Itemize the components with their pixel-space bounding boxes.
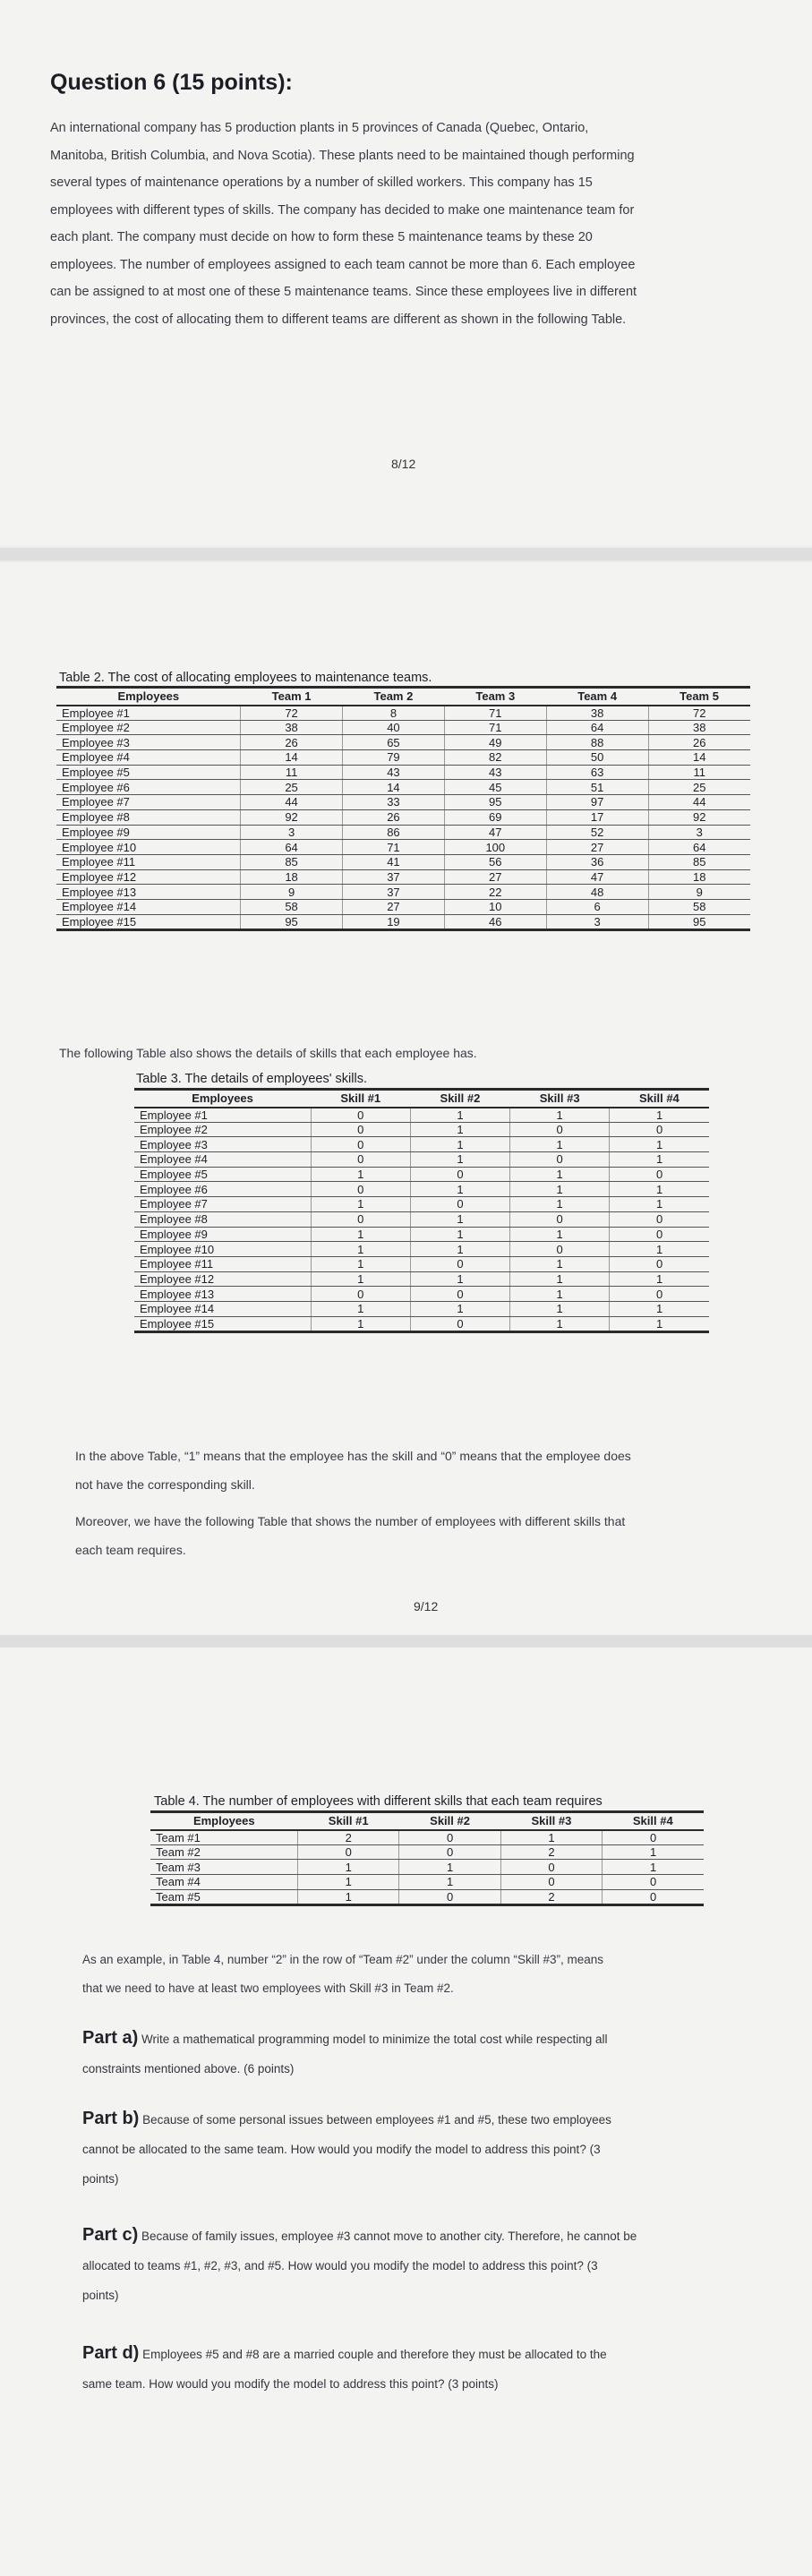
- text-line: constraints mentioned above. (6 points): [82, 2062, 295, 2075]
- table-cell: 92: [241, 809, 343, 825]
- table-cell: 33: [343, 795, 445, 810]
- text-line: Because of family issues, employee #3 cannot move to another city. Therefore, he cannot be: [138, 2229, 637, 2243]
- table-cell: 0: [311, 1211, 410, 1227]
- table-row: [134, 1137, 709, 1152]
- table-cell: 37: [343, 885, 445, 900]
- table2-header: Team 1: [241, 688, 343, 706]
- text-line: each plant. The company must decide on how to form these 5 maintenance teams by these 20: [50, 230, 593, 244]
- text-line: provinces, the cost of allocating them to different teams are different as shown in the following Table.: [50, 312, 627, 327]
- table-row: [134, 1167, 709, 1182]
- table-cell: Employee #5: [134, 1167, 311, 1182]
- table-cell: 0: [410, 1287, 509, 1302]
- table-cell: Employee #14: [56, 899, 241, 914]
- table-cell: 1: [298, 1875, 399, 1890]
- table-cell: 85: [648, 854, 750, 869]
- table-cell: 14: [343, 780, 445, 795]
- text-line: points): [82, 2289, 119, 2302]
- text-line: In the above Table, “1” means that the employee has the skill and “0” means that the employee does: [75, 1449, 631, 1463]
- table-cell: 71: [444, 720, 546, 735]
- table-cell: 0: [610, 1211, 709, 1227]
- table-cell: Employee #12: [56, 869, 241, 885]
- table-cell: 2: [500, 1889, 602, 1904]
- text-line: Moreover, we have the following Table that shows the number of employees with different skills that: [75, 1514, 626, 1528]
- table-cell: 18: [648, 869, 750, 885]
- table-cell: 26: [648, 735, 750, 750]
- table-cell: 0: [510, 1152, 610, 1168]
- table-cell: 1: [410, 1301, 509, 1316]
- table-row: [56, 765, 750, 780]
- table-cell: 58: [648, 899, 750, 914]
- table-row: [134, 1122, 709, 1137]
- table-row: [56, 735, 750, 750]
- table-cell: 10: [444, 899, 546, 914]
- table-row: [56, 780, 750, 795]
- part-b: [82, 2104, 611, 2194]
- part-d-label: Part d): [82, 2343, 140, 2363]
- table-cell: Team #4: [150, 1875, 298, 1890]
- text-line: Write a mathematical programming model to minimize the total cost while respecting all: [138, 2033, 608, 2046]
- table3-caption: Table 3. The details of employees' skills.: [136, 1072, 367, 1086]
- table-cell: Team #5: [150, 1889, 298, 1904]
- table-row: [56, 720, 750, 735]
- table-cell: 92: [648, 809, 750, 825]
- text-line: points): [82, 2172, 119, 2186]
- table4-header: Skill #3: [500, 1812, 602, 1830]
- table-cell: 82: [444, 750, 546, 766]
- cost-table: [56, 686, 750, 931]
- table-row: [150, 1844, 704, 1860]
- table-cell: 64: [648, 840, 750, 855]
- table-cell: 65: [343, 735, 445, 750]
- table-cell: 1: [510, 1287, 610, 1302]
- text-line: not have the corresponding skill.: [75, 1477, 255, 1492]
- table-cell: 0: [610, 1287, 709, 1302]
- table-cell: 0: [510, 1242, 610, 1257]
- page-separator: [0, 548, 812, 561]
- table-cell: 1: [311, 1167, 410, 1182]
- table-cell: 85: [241, 854, 343, 869]
- table-cell: 1: [410, 1137, 509, 1152]
- table-cell: 0: [410, 1256, 509, 1271]
- part-c-label: Part c): [82, 2225, 139, 2245]
- table-cell: 100: [444, 840, 546, 855]
- table-cell: 49: [444, 735, 546, 750]
- table-cell: 64: [546, 720, 648, 735]
- table-cell: 3: [648, 825, 750, 840]
- table-cell: 0: [410, 1197, 509, 1212]
- table-cell: 37: [343, 869, 445, 885]
- table-cell: 1: [311, 1242, 410, 1257]
- table-cell: 1: [510, 1227, 610, 1242]
- table-cell: 36: [546, 854, 648, 869]
- table-cell: 0: [510, 1122, 610, 1137]
- table-cell: 1: [510, 1167, 610, 1182]
- table2-header: Team 3: [444, 688, 546, 706]
- table-cell: 0: [399, 1844, 500, 1860]
- table-cell: 1: [410, 1211, 509, 1227]
- table-cell: 0: [311, 1122, 410, 1137]
- table-cell: 1: [298, 1860, 399, 1875]
- text-line: employees with different types of skills. The company has decided to make one maintenance team for: [50, 202, 635, 218]
- text-line: several types of maintenance operations by a number of skilled workers. This company has 15: [50, 175, 593, 190]
- table-cell: 2: [500, 1844, 602, 1860]
- table-cell: 1: [410, 1271, 509, 1287]
- text-line: that we need to have at least two employees with Skill #3 in Team #2.: [82, 1981, 454, 1995]
- table-cell: 95: [648, 914, 750, 929]
- part-a-label: Part a): [82, 2028, 139, 2048]
- table-cell: 1: [410, 1122, 509, 1137]
- table-cell: 43: [343, 765, 445, 780]
- table-row: [150, 1830, 704, 1845]
- table4-header: Skill #2: [399, 1812, 500, 1830]
- table-row: [56, 795, 750, 810]
- table4-caption: Table 4. The number of employees with different skills that each team requires: [154, 1794, 603, 1809]
- table-cell: 27: [546, 840, 648, 855]
- table-row: [56, 899, 750, 914]
- table-cell: Team #2: [150, 1844, 298, 1860]
- table-cell: 72: [241, 706, 343, 721]
- table-cell: 0: [610, 1167, 709, 1182]
- table4-header: Employees: [150, 1812, 298, 1830]
- table-cell: 95: [241, 914, 343, 929]
- table-cell: 3: [546, 914, 648, 929]
- table-cell: 1: [610, 1137, 709, 1152]
- table-cell: 1: [510, 1197, 610, 1212]
- table-cell: 48: [546, 885, 648, 900]
- table-cell: Employee #14: [134, 1301, 311, 1316]
- table-cell: 0: [399, 1830, 500, 1845]
- table-cell: 0: [603, 1875, 704, 1890]
- table-cell: 11: [648, 765, 750, 780]
- question-description: [50, 115, 766, 333]
- table-cell: Employee #15: [56, 914, 241, 929]
- table-cell: Employee #3: [134, 1137, 311, 1152]
- table-cell: 14: [241, 750, 343, 766]
- table-cell: 1: [298, 1889, 399, 1904]
- table-cell: Employee #1: [134, 1108, 311, 1123]
- table-cell: 45: [444, 780, 546, 795]
- table-cell: 38: [546, 706, 648, 721]
- table-row: [134, 1227, 709, 1242]
- table-cell: 0: [410, 1167, 509, 1182]
- table-cell: 25: [648, 780, 750, 795]
- table-cell: Employee #9: [56, 825, 241, 840]
- table-cell: 46: [444, 914, 546, 929]
- table-cell: 0: [603, 1889, 704, 1904]
- table-cell: 79: [343, 750, 445, 766]
- table-cell: Employee #8: [134, 1211, 311, 1227]
- table2-header: Team 5: [648, 688, 750, 706]
- table-cell: Employee #8: [56, 809, 241, 825]
- table-cell: 26: [241, 735, 343, 750]
- table-cell: 40: [343, 720, 445, 735]
- part-d: [82, 2339, 607, 2399]
- table-cell: 97: [546, 795, 648, 810]
- text-line: employees. The number of employees assigned to each team cannot be more than 6. Each employee: [50, 257, 636, 272]
- table-row: [134, 1256, 709, 1271]
- table-cell: Employee #11: [134, 1256, 311, 1271]
- table3-header: Employees: [134, 1090, 311, 1108]
- table-cell: 64: [241, 840, 343, 855]
- table-cell: 38: [241, 720, 343, 735]
- table-cell: 47: [444, 825, 546, 840]
- table4-header: Skill #4: [603, 1812, 704, 1830]
- page-number: 8/12: [391, 457, 416, 471]
- table-cell: Employee #5: [56, 765, 241, 780]
- table-cell: 1: [510, 1301, 610, 1316]
- table-row: [134, 1197, 709, 1212]
- table-cell: 63: [546, 765, 648, 780]
- table-cell: Team #1: [150, 1830, 298, 1845]
- table-cell: Employee #4: [56, 750, 241, 766]
- table-cell: 44: [648, 795, 750, 810]
- table-cell: 50: [546, 750, 648, 766]
- table-cell: 27: [343, 899, 445, 914]
- table-cell: 26: [343, 809, 445, 825]
- table-row: [134, 1287, 709, 1302]
- table-cell: 1: [311, 1197, 410, 1212]
- table-cell: 1: [510, 1108, 610, 1123]
- table-cell: 1: [610, 1152, 709, 1168]
- table-cell: 0: [311, 1287, 410, 1302]
- table-cell: 1: [410, 1227, 509, 1242]
- table-row: [56, 854, 750, 869]
- table-row: [134, 1316, 709, 1331]
- table-cell: Employee #11: [56, 854, 241, 869]
- table-cell: Employee #2: [134, 1122, 311, 1137]
- table-cell: 58: [241, 899, 343, 914]
- table-row: [134, 1271, 709, 1287]
- text-line: An international company has 5 production plants in 5 provinces of Canada (Quebec, Ontario,: [50, 121, 589, 135]
- table-cell: 1: [410, 1152, 509, 1168]
- table-cell: 72: [648, 706, 750, 721]
- table-cell: Employee #10: [134, 1242, 311, 1257]
- table-cell: 27: [444, 869, 546, 885]
- table-cell: Employee #3: [56, 735, 241, 750]
- table-cell: 44: [241, 795, 343, 810]
- skills-table: [134, 1088, 709, 1333]
- table-cell: 1: [311, 1316, 410, 1331]
- table-row: [56, 706, 750, 721]
- table-cell: 1: [510, 1256, 610, 1271]
- table2-header: Team 4: [546, 688, 648, 706]
- table-row: [56, 869, 750, 885]
- table-cell: Employee #7: [56, 795, 241, 810]
- table-row: [56, 885, 750, 900]
- table3-intro: The following Table also shows the details of skills that each employee has.: [59, 1046, 477, 1060]
- table-cell: 0: [410, 1316, 509, 1331]
- table-cell: 0: [311, 1108, 410, 1123]
- page-8: [0, 0, 812, 546]
- table-cell: 1: [610, 1316, 709, 1331]
- table3-header: Skill #2: [410, 1090, 509, 1108]
- table-cell: 1: [610, 1242, 709, 1257]
- text-line: same team. How would you modify the model to address this point? (3 points): [82, 2377, 499, 2391]
- question-title: Question 6 (15 points):: [50, 70, 293, 95]
- table-cell: 47: [546, 869, 648, 885]
- text-line: As an example, in Table 4, number “2” in the row of “Team #2” under the column “Skill #3”, means: [82, 1953, 604, 1966]
- table-cell: Employee #12: [134, 1271, 311, 1287]
- table-cell: 1: [610, 1108, 709, 1123]
- table-cell: 17: [546, 809, 648, 825]
- example-text: [82, 1946, 603, 2003]
- table-cell: Employee #13: [56, 885, 241, 900]
- table2-header: Team 2: [343, 688, 445, 706]
- table-cell: 56: [444, 854, 546, 869]
- table-cell: 19: [343, 914, 445, 929]
- table-cell: 9: [648, 885, 750, 900]
- table-cell: 1: [410, 1182, 509, 1197]
- table-cell: Team #3: [150, 1860, 298, 1875]
- table-row: [134, 1182, 709, 1197]
- part-b-label: Part b): [82, 2109, 140, 2128]
- table3-explanation: [75, 1442, 631, 1499]
- table-cell: 95: [444, 795, 546, 810]
- table-cell: 1: [510, 1316, 610, 1331]
- table-cell: 1: [311, 1271, 410, 1287]
- text-line: Manitoba, British Columbia, and Nova Scotia). These plants need to be maintained though performing: [50, 148, 635, 163]
- table-cell: 0: [610, 1256, 709, 1271]
- table-cell: 6: [546, 899, 648, 914]
- table3-header: Skill #3: [510, 1090, 610, 1108]
- table-cell: 0: [311, 1152, 410, 1168]
- requirements-table: [150, 1810, 704, 1906]
- table-cell: 0: [610, 1122, 709, 1137]
- table-cell: 2: [298, 1830, 399, 1845]
- page-10: [0, 1647, 812, 2576]
- table-row: [150, 1875, 704, 1890]
- table-cell: 0: [610, 1227, 709, 1242]
- table-cell: 51: [546, 780, 648, 795]
- table-cell: 14: [648, 750, 750, 766]
- table3-header: Skill #1: [311, 1090, 410, 1108]
- moreover-text: [75, 1507, 625, 1564]
- table-cell: Employee #9: [134, 1227, 311, 1242]
- table-cell: 0: [500, 1875, 602, 1890]
- table-cell: 9: [241, 885, 343, 900]
- table-cell: 1: [399, 1875, 500, 1890]
- table-row: [134, 1301, 709, 1316]
- table-cell: Employee #13: [134, 1287, 311, 1302]
- table-cell: 43: [444, 765, 546, 780]
- table-cell: 0: [298, 1844, 399, 1860]
- table-cell: 71: [343, 840, 445, 855]
- table-cell: 88: [546, 735, 648, 750]
- table-cell: 1: [610, 1182, 709, 1197]
- table-cell: 1: [311, 1301, 410, 1316]
- table-cell: 1: [510, 1182, 610, 1197]
- table-cell: 1: [603, 1844, 704, 1860]
- table-cell: 41: [343, 854, 445, 869]
- table-cell: 22: [444, 885, 546, 900]
- table-cell: 38: [648, 720, 750, 735]
- table-cell: 1: [500, 1830, 602, 1845]
- table-cell: 0: [311, 1182, 410, 1197]
- text-line: Because of some personal issues between employees #1 and #5, these two employees: [139, 2113, 611, 2127]
- table-cell: 8: [343, 706, 445, 721]
- table-row: [134, 1242, 709, 1257]
- table-cell: 0: [510, 1211, 610, 1227]
- text-line: Employees #5 and #8 are a married couple and therefore they must be allocated to the: [139, 2348, 607, 2361]
- table-cell: 1: [311, 1227, 410, 1242]
- table-row: [56, 809, 750, 825]
- table-cell: 1: [410, 1108, 509, 1123]
- table-cell: 71: [444, 706, 546, 721]
- text-line: each team requires.: [75, 1543, 186, 1557]
- table-row: [134, 1108, 709, 1123]
- table-cell: Employee #15: [134, 1316, 311, 1331]
- table-cell: 3: [241, 825, 343, 840]
- table-row: [134, 1152, 709, 1168]
- table-row: [150, 1889, 704, 1904]
- table-cell: 18: [241, 869, 343, 885]
- table3-header: Skill #4: [610, 1090, 709, 1108]
- table2-caption: Table 2. The cost of allocating employees to maintenance teams.: [59, 671, 432, 685]
- table-cell: Employee #4: [134, 1152, 311, 1168]
- text-line: cannot be allocated to the same team. How would you modify the model to address this point? (3: [82, 2143, 601, 2156]
- table4-header: Skill #1: [298, 1812, 399, 1830]
- table-cell: Employee #7: [134, 1197, 311, 1212]
- table-cell: 69: [444, 809, 546, 825]
- table-cell: 0: [399, 1889, 500, 1904]
- table-row: [56, 840, 750, 855]
- table-cell: 11: [241, 765, 343, 780]
- page-number: 9/12: [414, 1599, 439, 1613]
- table-cell: 1: [510, 1137, 610, 1152]
- table-cell: 86: [343, 825, 445, 840]
- part-c: [82, 2221, 637, 2310]
- table-cell: 0: [311, 1137, 410, 1152]
- table-cell: Employee #10: [56, 840, 241, 855]
- table-cell: 1: [311, 1256, 410, 1271]
- table2-header: Employees: [56, 688, 241, 706]
- text-line: can be assigned to at most one of these 5 maintenance teams. Since these employees live in different: [50, 285, 637, 299]
- text-line: allocated to teams #1, #2, #3, and #5. How would you modify the model to address this point? (3: [82, 2259, 598, 2272]
- table-cell: 1: [610, 1301, 709, 1316]
- table-row: [134, 1211, 709, 1227]
- table-row: [56, 750, 750, 766]
- table-cell: Employee #2: [56, 720, 241, 735]
- table-cell: 25: [241, 780, 343, 795]
- table-cell: 0: [500, 1860, 602, 1875]
- part-a: [82, 2024, 607, 2084]
- table-cell: 0: [603, 1830, 704, 1845]
- table-cell: 1: [610, 1271, 709, 1287]
- table-row: [56, 914, 750, 929]
- table-row: [150, 1860, 704, 1875]
- table-cell: Employee #6: [56, 780, 241, 795]
- page-separator: [0, 1635, 812, 1647]
- table-cell: 1: [410, 1242, 509, 1257]
- table-row: [56, 825, 750, 840]
- table-cell: 1: [510, 1271, 610, 1287]
- table-cell: 1: [399, 1860, 500, 1875]
- page-9: [0, 562, 812, 1635]
- table-cell: 1: [603, 1860, 704, 1875]
- table-cell: Employee #6: [134, 1182, 311, 1197]
- table-cell: Employee #1: [56, 706, 241, 721]
- table-cell: 52: [546, 825, 648, 840]
- table-cell: 1: [610, 1197, 709, 1212]
